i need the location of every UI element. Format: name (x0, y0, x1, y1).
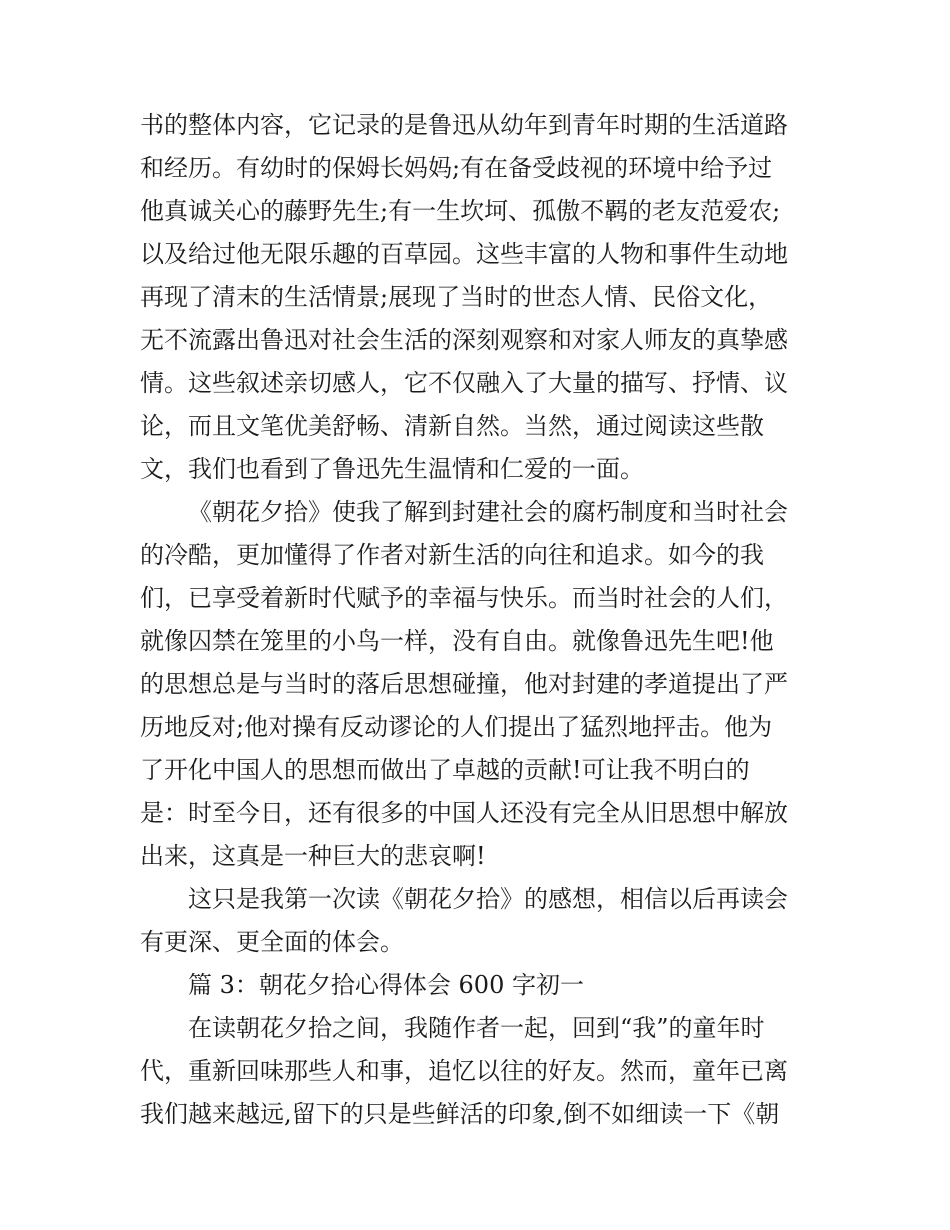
text-line: 就像囚禁在笼里的小鸟一样，没有自由。就像鲁迅先生吧!他 (140, 627, 774, 655)
paragraph-start-line: 这只是我第一次读《朝花夕拾》的感想，相信以后再读会 (188, 885, 788, 913)
document-body (140, 104, 812, 1136)
text-line: 无不流露出鲁迅对社会生活的深刻观察和对家人师友的真挚感 (140, 326, 788, 354)
section-heading: 篇 3：朝花夕拾心得体会 600 字初一 (188, 971, 584, 999)
text-line: 是：时至今日，还有很多的中国人还没有完全从旧思想中解放 (140, 799, 788, 827)
text-line: 出来，这真是一种巨大的悲哀啊! (140, 842, 486, 870)
text-line: 他真诚关心的藤野先生;有一生坎坷、孤傲不羁的老友范爱农; (140, 197, 781, 225)
text-line: 的思想总是与当时的落后思想碰撞，他对封建的孝道提出了严 (140, 670, 788, 698)
text-line: 情。这些叙述亲切感人，它不仅融入了大量的描写、抒情、议 (140, 369, 788, 397)
text-line: 们，已享受着新时代赋予的幸福与快乐。而当时社会的人们， (140, 584, 788, 612)
paragraph-start-line: 《朝花夕拾》使我了解到封建社会的腐朽制度和当时社会 (188, 498, 788, 526)
text-line: 了开化中国人的思想而做出了卓越的贡献!可让我不明白的 (140, 756, 750, 784)
text-line: 代，重新回味那些人和事，追忆以往的好友。然而，童年已离 (140, 1057, 788, 1085)
paragraph-start-line: 在读朝花夕拾之间，我随作者一起，回到“我”的童年时 (188, 1014, 765, 1042)
text-line: 的冷酷，更加懂得了作者对新生活的向往和追求。如今的我 (140, 541, 764, 569)
text-line: 文，我们也看到了鲁迅先生温情和仁爱的一面。 (140, 455, 644, 483)
text-line: 论，而且文笔优美舒畅、清新自然。当然，通过阅读这些散 (140, 412, 764, 440)
text-line: 我们越来越远,留下的只是些鲜活的印象,倒不如细读一下《朝 (140, 1100, 780, 1128)
text-line: 以及给过他无限乐趣的百草园。这些丰富的人物和事件生动地 (140, 240, 788, 268)
text-line: 和经历。有幼时的保姆长妈妈;有在备受歧视的环境中给予过 (140, 154, 773, 182)
text-line: 再现了清末的生活情景;展现了当时的世态人情、民俗文化， (140, 283, 773, 311)
text-line: 书的整体内容，它记录的是鲁迅从幼年到青年时期的生活道路 (140, 111, 788, 139)
text-line: 有更深、更全面的体会。 (140, 928, 404, 956)
text-line: 历地反对;他对操有反动谬论的人们提出了猛烈地抨击。他为 (140, 713, 773, 741)
